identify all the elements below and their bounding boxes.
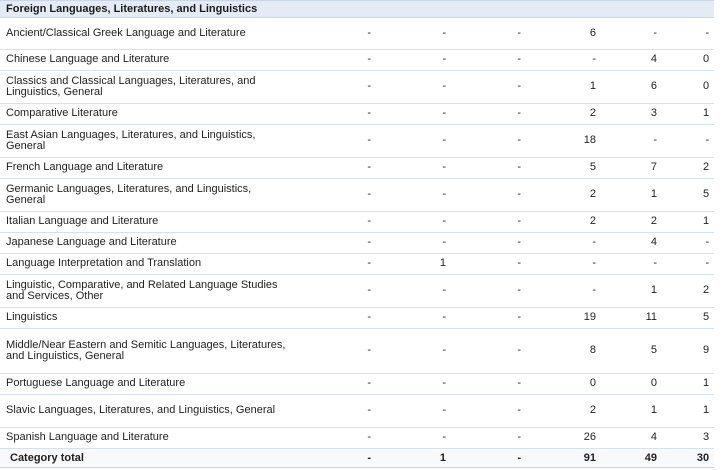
- value-cell-c4: -: [526, 254, 601, 275]
- program-name: Classics and Classical Languages, Literatures, and Linguistics, General: [0, 71, 296, 104]
- category-total-row: [0, 449, 714, 468]
- value-cell-c3: -: [451, 212, 526, 233]
- category-total-label: Category total: [0, 449, 296, 468]
- value-cell-c3: -: [451, 18, 526, 50]
- table-row: [0, 254, 714, 275]
- program-name: Linguistics: [0, 308, 296, 329]
- value-cell-c2: -: [376, 428, 451, 449]
- table-row: [0, 212, 714, 233]
- program-name: Spanish Language and Literature: [0, 428, 296, 449]
- program-name: Middle/Near Eastern and Semitic Languages, Literatures, and Linguistics, General: [0, 329, 296, 374]
- value-cell-c6: 5: [662, 308, 714, 329]
- value-cell-c1: -: [296, 329, 376, 374]
- value-cell-c3: -: [451, 374, 526, 395]
- value-cell-c4: 6: [526, 18, 601, 50]
- table-row: [0, 233, 714, 254]
- total-cell-c4: 91: [526, 449, 601, 468]
- value-cell-c3: -: [451, 254, 526, 275]
- program-name: Chinese Language and Literature: [0, 50, 296, 71]
- value-cell-c5: 1: [601, 179, 662, 212]
- value-cell-c6: -: [662, 125, 714, 158]
- value-cell-c2: -: [376, 125, 451, 158]
- value-cell-c5: 0: [601, 374, 662, 395]
- value-cell-c6: 0: [662, 50, 714, 71]
- value-cell-c2: -: [376, 71, 451, 104]
- value-cell-c3: -: [451, 50, 526, 71]
- table-row: [0, 18, 714, 50]
- program-name: Japanese Language and Literature: [0, 233, 296, 254]
- value-cell-c2: -: [376, 212, 451, 233]
- value-cell-c4: 19: [526, 308, 601, 329]
- program-name: French Language and Literature: [0, 158, 296, 179]
- value-cell-c5: 1: [601, 275, 662, 308]
- value-cell-c6: -: [662, 254, 714, 275]
- program-name: Comparative Literature: [0, 104, 296, 125]
- program-name: Slavic Languages, Literatures, and Linguistics, General: [0, 395, 296, 428]
- value-cell-c5: 5: [601, 329, 662, 374]
- value-cell-c1: -: [296, 158, 376, 179]
- program-name: Ancient/Classical Greek Language and Literature: [0, 18, 296, 50]
- value-cell-c3: -: [451, 158, 526, 179]
- value-cell-c5: 4: [601, 233, 662, 254]
- table-row: [0, 179, 714, 212]
- value-cell-c4: 0: [526, 374, 601, 395]
- value-cell-c3: -: [451, 233, 526, 254]
- table-row: [0, 104, 714, 125]
- value-cell-c4: 8: [526, 329, 601, 374]
- value-cell-c4: -: [526, 50, 601, 71]
- value-cell-c6: -: [662, 18, 714, 50]
- value-cell-c4: -: [526, 233, 601, 254]
- value-cell-c1: -: [296, 233, 376, 254]
- value-cell-c6: -: [662, 233, 714, 254]
- value-cell-c5: 11: [601, 308, 662, 329]
- value-cell-c3: -: [451, 179, 526, 212]
- value-cell-c1: -: [296, 50, 376, 71]
- value-cell-c6: 3: [662, 428, 714, 449]
- value-cell-c3: -: [451, 329, 526, 374]
- value-cell-c3: -: [451, 104, 526, 125]
- value-cell-c2: -: [376, 395, 451, 428]
- value-cell-c3: -: [451, 395, 526, 428]
- value-cell-c1: -: [296, 395, 376, 428]
- value-cell-c2: -: [376, 308, 451, 329]
- total-cell-c6: 30: [662, 449, 714, 468]
- value-cell-c4: 2: [526, 395, 601, 428]
- value-cell-c5: 4: [601, 50, 662, 71]
- value-cell-c1: -: [296, 308, 376, 329]
- value-cell-c4: 2: [526, 212, 601, 233]
- table-row: [0, 125, 714, 158]
- table-row: [0, 374, 714, 395]
- table-row: [0, 395, 714, 428]
- table-row: [0, 308, 714, 329]
- value-cell-c3: -: [451, 125, 526, 158]
- value-cell-c5: -: [601, 254, 662, 275]
- value-cell-c5: 6: [601, 71, 662, 104]
- value-cell-c5: 3: [601, 104, 662, 125]
- total-cell-c3: -: [451, 449, 526, 468]
- value-cell-c6: 1: [662, 374, 714, 395]
- value-cell-c1: -: [296, 374, 376, 395]
- value-cell-c6: 2: [662, 158, 714, 179]
- value-cell-c1: -: [296, 179, 376, 212]
- value-cell-c6: 9: [662, 329, 714, 374]
- table-row: [0, 158, 714, 179]
- value-cell-c3: -: [451, 428, 526, 449]
- value-cell-c6: 1: [662, 104, 714, 125]
- value-cell-c2: -: [376, 329, 451, 374]
- table-row: [0, 71, 714, 104]
- value-cell-c2: -: [376, 50, 451, 71]
- program-name: Italian Language and Literature: [0, 212, 296, 233]
- value-cell-c4: 1: [526, 71, 601, 104]
- value-cell-c6: 1: [662, 212, 714, 233]
- value-cell-c5: 7: [601, 158, 662, 179]
- value-cell-c4: -: [526, 275, 601, 308]
- value-cell-c5: 1: [601, 395, 662, 428]
- value-cell-c1: -: [296, 125, 376, 158]
- category-header-row: [0, 1, 714, 18]
- value-cell-c2: -: [376, 275, 451, 308]
- value-cell-c6: 5: [662, 179, 714, 212]
- value-cell-c2: -: [376, 233, 451, 254]
- value-cell-c4: 18: [526, 125, 601, 158]
- value-cell-c3: -: [451, 71, 526, 104]
- value-cell-c5: -: [601, 125, 662, 158]
- value-cell-c2: -: [376, 179, 451, 212]
- program-name: Portuguese Language and Literature: [0, 374, 296, 395]
- value-cell-c2: -: [376, 18, 451, 50]
- category-title: Foreign Languages, Literatures, and Linguistics: [0, 1, 714, 18]
- value-cell-c2: -: [376, 104, 451, 125]
- table-row: [0, 428, 714, 449]
- value-cell-c5: 2: [601, 212, 662, 233]
- value-cell-c4: 26: [526, 428, 601, 449]
- value-cell-c1: -: [296, 104, 376, 125]
- table-row: [0, 329, 714, 374]
- program-name: Language Interpretation and Translation: [0, 254, 296, 275]
- total-cell-c1: -: [296, 449, 376, 468]
- value-cell-c1: -: [296, 428, 376, 449]
- value-cell-c3: -: [451, 308, 526, 329]
- program-name: East Asian Languages, Literatures, and Linguistics, General: [0, 125, 296, 158]
- value-cell-c1: -: [296, 254, 376, 275]
- value-cell-c2: -: [376, 374, 451, 395]
- value-cell-c6: 2: [662, 275, 714, 308]
- value-cell-c5: -: [601, 18, 662, 50]
- value-cell-c1: -: [296, 18, 376, 50]
- program-name: Linguistic, Comparative, and Related Language Studies and Services, Other: [0, 275, 296, 308]
- value-cell-c3: -: [451, 275, 526, 308]
- value-cell-c1: -: [296, 71, 376, 104]
- value-cell-c1: -: [296, 212, 376, 233]
- table-row: [0, 275, 714, 308]
- value-cell-c4: 5: [526, 158, 601, 179]
- value-cell-c4: 2: [526, 179, 601, 212]
- program-name: Germanic Languages, Literatures, and Linguistics, General: [0, 179, 296, 212]
- value-cell-c6: 0: [662, 71, 714, 104]
- value-cell-c6: 1: [662, 395, 714, 428]
- total-cell-c2: 1: [376, 449, 451, 468]
- value-cell-c1: -: [296, 275, 376, 308]
- value-cell-c2: 1: [376, 254, 451, 275]
- value-cell-c4: 2: [526, 104, 601, 125]
- value-cell-c5: 4: [601, 428, 662, 449]
- table-row: [0, 50, 714, 71]
- value-cell-c2: -: [376, 158, 451, 179]
- total-cell-c5: 49: [601, 449, 662, 468]
